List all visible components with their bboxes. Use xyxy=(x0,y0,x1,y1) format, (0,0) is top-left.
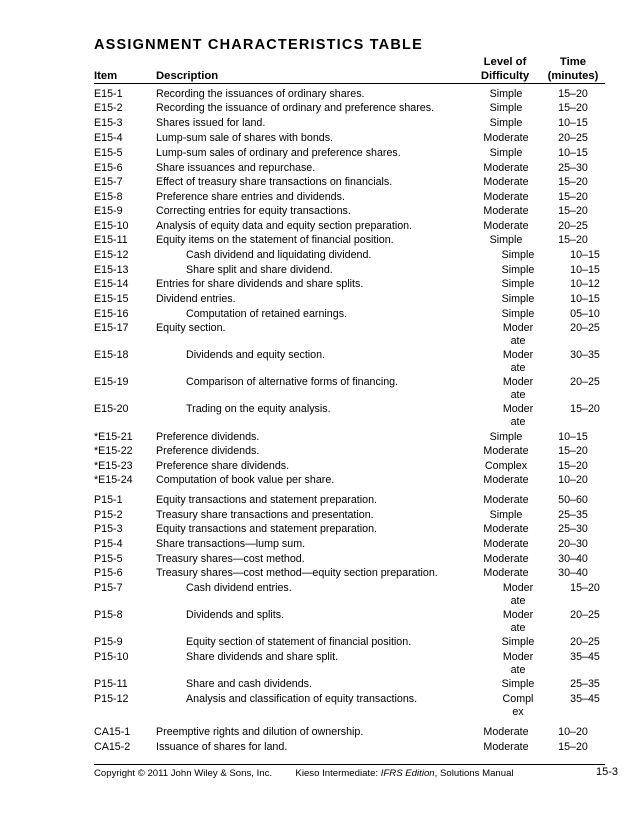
row-time: 20–25 xyxy=(570,376,600,388)
row-description: Equity transactions and statement preparation. xyxy=(156,494,378,506)
row-time: 30–40 xyxy=(558,567,588,579)
row-difficulty-wrap: ate xyxy=(510,622,526,634)
row-item: *E15-23 xyxy=(94,460,133,472)
row-item: P15-1 xyxy=(94,494,123,506)
row-time: 10–15 xyxy=(570,264,600,276)
row-difficulty: Moder xyxy=(502,651,534,663)
row-description: Recording the issuance of ordinary and preference shares. xyxy=(156,102,435,114)
table-row xyxy=(0,552,638,566)
row-difficulty-wrap: ate xyxy=(510,595,526,607)
row-description: Share and cash dividends. xyxy=(186,678,312,690)
row-time: 15–20 xyxy=(558,191,588,203)
table-row xyxy=(0,493,638,507)
row-item: P15-2 xyxy=(94,509,123,521)
row-time: 15–20 xyxy=(558,205,588,217)
row-description: Treasury shares—cost method—equity section preparation. xyxy=(156,567,438,579)
row-description: Recording the issuances of ordinary shares. xyxy=(156,88,365,100)
row-item: E15-12 xyxy=(94,249,129,261)
row-time: 10–15 xyxy=(558,431,588,443)
header-divider xyxy=(94,83,605,84)
row-item: CA15-1 xyxy=(94,726,131,738)
table-row xyxy=(0,459,638,473)
row-description: Equity items on the statement of financial position. xyxy=(156,234,394,246)
table-row xyxy=(0,473,638,487)
row-item: E15-3 xyxy=(94,117,123,129)
header-time-top: Time xyxy=(559,56,587,68)
footer-book-italic: IFRS Edition xyxy=(380,768,435,779)
row-item: P15-6 xyxy=(94,567,123,579)
row-difficulty: Compl xyxy=(502,693,534,705)
row-description: Cash dividend entries. xyxy=(186,582,292,594)
row-description: Shares issued for land. xyxy=(156,117,266,129)
row-description: Analysis and classification of equity transactions. xyxy=(186,693,418,705)
table-row xyxy=(0,131,638,145)
row-description: Preference dividends. xyxy=(156,445,260,457)
row-time: 10–15 xyxy=(558,117,588,129)
row-time: 10–12 xyxy=(570,278,600,290)
row-description: Share split and share dividend. xyxy=(186,264,333,276)
row-item: E15-5 xyxy=(94,147,123,159)
row-description: Lump-sum sales of ordinary and preference shares. xyxy=(156,147,401,159)
row-difficulty: Simple xyxy=(501,308,535,320)
row-description: Treasury shares—cost method. xyxy=(156,553,305,565)
row-description: Dividends and splits. xyxy=(186,609,285,621)
row-item: E15-4 xyxy=(94,132,123,144)
row-description: Entries for share dividends and share splits. xyxy=(156,278,364,290)
row-time: 15–20 xyxy=(558,460,588,472)
header-difficulty-top: Level of xyxy=(483,56,527,68)
row-description: Treasury share transactions and presentation. xyxy=(156,509,374,521)
header-difficulty-bottom: Difficulty xyxy=(480,70,530,82)
row-difficulty: Moder xyxy=(502,376,534,388)
table-row xyxy=(0,692,638,718)
table-row xyxy=(0,204,638,218)
row-difficulty: Moderate xyxy=(483,176,529,188)
table-row xyxy=(0,146,638,160)
table-row xyxy=(0,161,638,175)
footer xyxy=(94,768,514,779)
footer-book-suffix: , Solutions Manual xyxy=(434,768,514,779)
row-item: E15-11 xyxy=(94,234,128,246)
row-difficulty: Moder xyxy=(502,322,534,334)
row-item: P15-8 xyxy=(94,609,123,621)
header-description: Description xyxy=(156,70,219,82)
row-difficulty: Moderate xyxy=(483,132,529,144)
table-row xyxy=(0,348,638,374)
row-difficulty: Simple xyxy=(489,117,523,129)
footer-book-title: Kieso Intermediate: xyxy=(295,768,379,779)
row-description: Comparison of alternative forms of financing. xyxy=(186,376,399,388)
row-description: Equity section of statement of financial position. xyxy=(186,636,412,648)
row-description: Computation of book value per share. xyxy=(156,474,335,486)
row-difficulty: Moder xyxy=(502,403,534,415)
row-time: 25–30 xyxy=(558,523,588,535)
table-row xyxy=(0,740,638,754)
row-time: 25–35 xyxy=(558,509,588,521)
table-row xyxy=(0,635,638,649)
row-item: E15-18 xyxy=(94,349,129,361)
row-item: E15-1 xyxy=(94,88,123,100)
row-item: E15-8 xyxy=(94,191,123,203)
row-item: P15-4 xyxy=(94,538,123,550)
row-time: 10–15 xyxy=(570,293,600,305)
row-difficulty: Complex xyxy=(484,460,528,472)
row-item: E15-19 xyxy=(94,376,129,388)
row-difficulty: Moderate xyxy=(483,726,529,738)
row-description: Share transactions—lump sum. xyxy=(156,538,306,550)
row-difficulty: Simple xyxy=(489,234,523,246)
row-description: Share dividends and share split. xyxy=(186,651,339,663)
row-time: 15–20 xyxy=(570,403,600,415)
table-row xyxy=(0,537,638,551)
row-item: E15-16 xyxy=(94,308,129,320)
table-row xyxy=(0,175,638,189)
row-description: Preemptive rights and dilution of ownership. xyxy=(156,726,364,738)
row-time: 15–20 xyxy=(570,582,600,594)
table-row xyxy=(0,650,638,676)
table-row xyxy=(0,508,638,522)
row-description: Issuance of shares for land. xyxy=(156,741,288,753)
row-description: Cash dividend and liquidating dividend. xyxy=(186,249,372,261)
row-item: P15-7 xyxy=(94,582,123,594)
table-row xyxy=(0,307,638,321)
table-row xyxy=(0,444,638,458)
table-row xyxy=(0,87,638,101)
row-difficulty: Moder xyxy=(502,609,534,621)
row-difficulty-wrap: ate xyxy=(510,416,526,428)
row-description: Share issuances and repurchase. xyxy=(156,162,316,174)
row-description: Dividend entries. xyxy=(156,293,236,305)
row-item: CA15-2 xyxy=(94,741,131,753)
row-time: 35–45 xyxy=(570,693,600,705)
row-difficulty: Moder xyxy=(502,349,534,361)
row-difficulty-wrap: ate xyxy=(510,389,526,401)
table-row xyxy=(0,725,638,739)
row-difficulty: Simple xyxy=(501,636,535,648)
row-difficulty-wrap: ate xyxy=(510,335,526,347)
row-difficulty: Simple xyxy=(501,678,535,690)
row-time: 30–35 xyxy=(570,349,600,361)
row-time: 15–20 xyxy=(558,88,588,100)
row-item: P15-10 xyxy=(94,651,129,663)
row-time: 20–25 xyxy=(570,322,600,334)
row-difficulty: Simple xyxy=(489,147,523,159)
row-time: 20–25 xyxy=(570,636,600,648)
row-time: 25–30 xyxy=(558,162,588,174)
row-item: P15-12 xyxy=(94,693,129,705)
row-time: 15–20 xyxy=(558,234,588,246)
row-description: Equity section. xyxy=(156,322,226,334)
table-row xyxy=(0,116,638,130)
table-row xyxy=(0,190,638,204)
table-row xyxy=(0,248,638,262)
row-difficulty: Simple xyxy=(489,88,523,100)
row-difficulty: Moderate xyxy=(483,162,529,174)
row-item: P15-9 xyxy=(94,636,123,648)
row-difficulty: Simple xyxy=(489,509,523,521)
row-difficulty: Moderate xyxy=(483,553,529,565)
row-difficulty: Moderate xyxy=(483,494,529,506)
row-description: Trading on the equity analysis. xyxy=(186,403,331,415)
row-difficulty: Simple xyxy=(501,278,535,290)
table-row xyxy=(0,566,638,580)
row-difficulty: Simple xyxy=(501,264,535,276)
row-difficulty: Simple xyxy=(501,249,535,261)
table-row xyxy=(0,522,638,536)
row-difficulty: Moderate xyxy=(483,205,529,217)
row-time: 10–15 xyxy=(570,249,600,261)
row-difficulty: Simple xyxy=(489,431,523,443)
row-item: P15-11 xyxy=(94,678,128,690)
row-time: 30–40 xyxy=(558,553,588,565)
row-difficulty: Moderate xyxy=(483,567,529,579)
row-item: E15-10 xyxy=(94,220,129,232)
row-difficulty: Moder xyxy=(502,582,534,594)
row-item: *E15-22 xyxy=(94,445,133,457)
row-time: 20–30 xyxy=(558,538,588,550)
table-row xyxy=(0,402,638,428)
row-time: 35–45 xyxy=(570,651,600,663)
row-time: 25–35 xyxy=(570,678,600,690)
row-difficulty: Moderate xyxy=(483,523,529,535)
row-item: *E15-21 xyxy=(94,431,133,443)
row-description: Analysis of equity data and equity section preparation. xyxy=(156,220,413,232)
row-description: Preference share entries and dividends. xyxy=(156,191,345,203)
row-item: P15-5 xyxy=(94,553,123,565)
row-difficulty: Simple xyxy=(489,102,523,114)
table-row xyxy=(0,233,638,247)
row-item: P15-3 xyxy=(94,523,123,535)
table-row xyxy=(0,292,638,306)
table-row xyxy=(0,581,638,607)
row-item: *E15-24 xyxy=(94,474,133,486)
header-time-bottom: (minutes) xyxy=(547,70,599,82)
header-item: Item xyxy=(94,70,118,82)
row-description: Computation of retained earnings. xyxy=(186,308,348,320)
row-item: E15-17 xyxy=(94,322,129,334)
row-item: E15-15 xyxy=(94,293,129,305)
table-row xyxy=(0,321,638,347)
row-description: Preference share dividends. xyxy=(156,460,290,472)
footer-copyright: Copyright © 2011 John Wiley & Sons, Inc. xyxy=(94,768,273,779)
row-time: 15–20 xyxy=(558,445,588,457)
table-row xyxy=(0,219,638,233)
row-item: E15-14 xyxy=(94,278,129,290)
row-time: 10–20 xyxy=(558,474,588,486)
row-difficulty: Moderate xyxy=(483,741,529,753)
page-number: 15-3 xyxy=(596,766,619,778)
table-row xyxy=(0,608,638,634)
row-time: 20–25 xyxy=(558,220,588,232)
row-item: E15-6 xyxy=(94,162,123,174)
row-difficulty-wrap: ex xyxy=(512,706,524,718)
row-item: E15-20 xyxy=(94,403,129,415)
row-item: E15-7 xyxy=(94,176,123,188)
row-difficulty: Simple xyxy=(501,293,535,305)
table-row xyxy=(0,375,638,401)
row-time: 15–20 xyxy=(558,102,588,114)
row-difficulty-wrap: ate xyxy=(510,362,526,374)
row-description: Effect of treasury share transactions on financials. xyxy=(156,176,393,188)
table-row xyxy=(0,263,638,277)
row-description: Dividends and equity section. xyxy=(186,349,326,361)
table-row xyxy=(0,101,638,115)
footer-divider xyxy=(94,764,605,765)
row-item: E15-2 xyxy=(94,102,123,114)
row-time: 20–25 xyxy=(570,609,600,621)
row-time: 50–60 xyxy=(558,494,588,506)
row-difficulty: Moderate xyxy=(483,538,529,550)
row-item: E15-9 xyxy=(94,205,123,217)
row-item: E15-13 xyxy=(94,264,129,276)
row-time: 10–20 xyxy=(558,726,588,738)
row-difficulty-wrap: ate xyxy=(510,664,526,676)
row-description: Equity transactions and statement preparation. xyxy=(156,523,378,535)
row-time: 20–25 xyxy=(558,132,588,144)
row-time: 10–15 xyxy=(558,147,588,159)
table-row xyxy=(0,430,638,444)
row-difficulty: Moderate xyxy=(483,191,529,203)
row-description: Lump-sum sale of shares with bonds. xyxy=(156,132,334,144)
row-difficulty: Moderate xyxy=(483,445,529,457)
table-row xyxy=(0,277,638,291)
row-difficulty: Moderate xyxy=(483,474,529,486)
row-time: 15–20 xyxy=(558,176,588,188)
page-title: ASSIGNMENT CHARACTERISTICS TABLE xyxy=(94,37,423,53)
row-time: 05–10 xyxy=(570,308,600,320)
row-difficulty: Moderate xyxy=(483,220,529,232)
row-time: 15–20 xyxy=(558,741,588,753)
row-description: Correcting entries for equity transactions. xyxy=(156,205,351,217)
row-description: Preference dividends. xyxy=(156,431,260,443)
table-row xyxy=(0,677,638,691)
